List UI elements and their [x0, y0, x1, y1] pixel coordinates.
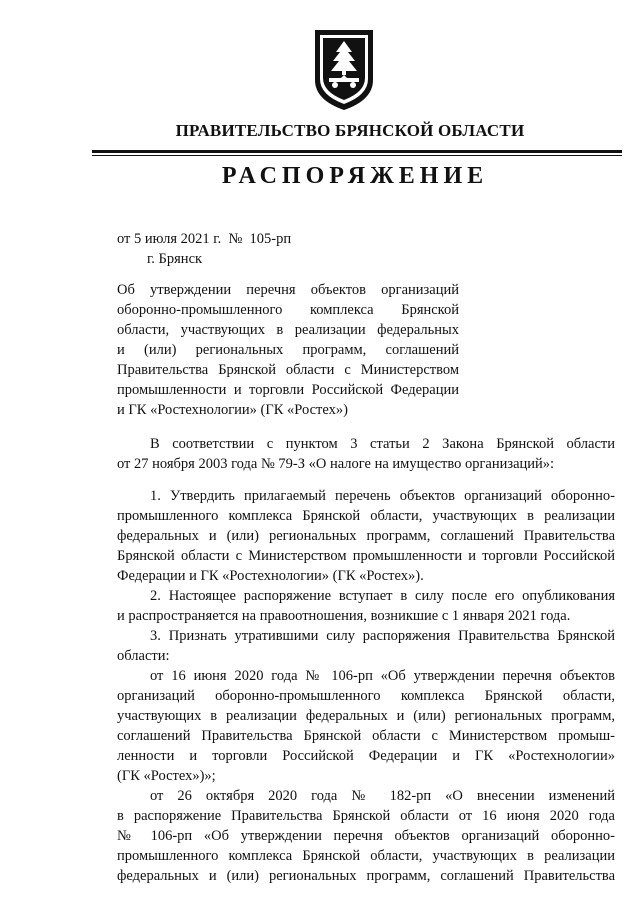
item-1-line: федеральных и (или) региональных программ, соглашений Правительства [117, 528, 615, 544]
document-type-title: РАСПОРЯЖЕНИЕ [221, 163, 489, 189]
reference-1-line: организаций оборонно-промышленного комплекса Брянской области, [117, 688, 615, 704]
item-3-line: области: [117, 648, 170, 664]
item-2-line: и распространяется на правоотношения, возникшие с 1 января 2021 года. [117, 608, 571, 624]
reference-2-line: № 106-рп «Об утверждении перечня объектов организаций оборонно- [117, 828, 615, 844]
item-1-line: Федерации и ГК «Ростехнологии» (ГК «Ростех»). [117, 568, 424, 584]
subject-line: промышленности и торговли Российской Федерации [117, 382, 459, 398]
subject-line: Правительства Брянской области с Министерством [117, 362, 459, 378]
reference-2-line: от 26 октября 2020 года № 182-рп «О внесении изменений [150, 788, 615, 804]
paragraph-gap [117, 474, 615, 486]
reference-2-line: в распоряжение Правительства Брянской области от 16 июня 2020 года [117, 808, 615, 824]
reference-1-line: от 16 июня 2020 года № 106-рп «Об утверждении перечня объектов [150, 668, 615, 684]
bryansk-coat-of-arms-icon [313, 28, 375, 112]
item-3-line: 3. Признать утратившими силу распоряжения Правительства Брянской [150, 628, 615, 644]
subject-line: и ГК «Ростехнологии» (ГК «Ростех») [117, 402, 348, 418]
organization-name: ПРАВИТЕЛЬСТВО БРЯНСКОЙ ОБЛАСТИ [175, 121, 525, 140]
item-1-line: 1. Утвердить прилагаемый перечень объектов организаций оборонно- [150, 488, 615, 504]
city: г. Брянск [147, 251, 203, 267]
preamble-line: В соответствии с пунктом 3 статьи 2 Закона Брянской области [150, 436, 615, 452]
item-1-line: Брянской области с Министерством промышленности и торговли Российской [117, 548, 615, 564]
preamble-line: от 27 ноября 2003 года № 79-З «О налоге на имущество организаций»: [117, 456, 555, 472]
subject-line: Об утверждении перечня объектов организаций [117, 282, 459, 298]
document-body [117, 434, 615, 886]
document-subject [117, 280, 459, 420]
reference-1-line: ленности и торговли Российской Федерации и ГК «Ростехнологии» [117, 748, 615, 764]
item-2-line: 2. Настоящее распоряжение вступает в силу после его опубликования [150, 588, 615, 604]
reference-1-line: соглашений Правительства Брянской области с Министерством промыш- [117, 728, 615, 744]
item-1-line: промышленного комплекса Брянской области, участвующих в реализации [117, 508, 615, 524]
date-and-number: от 5 июля 2021 г. № 105-рп [117, 231, 292, 247]
header-rule-thin [92, 155, 622, 156]
reference-2-line: федеральных и (или) региональных программ, соглашений Правительства [117, 868, 615, 884]
subject-line: и (или) региональных программ, соглашений [117, 342, 459, 358]
reference-2-line: промышленного комплекса Брянской области, участвующих в реализации [117, 848, 615, 864]
subject-line: оборонно-промышленного комплекса Брянской [117, 302, 459, 318]
reference-1-line: (ГК «Ростех»)»; [117, 768, 216, 784]
header-rule-thick [92, 150, 622, 153]
reference-1-line: участвующих в реализации федеральных и (или) региональных программ, [117, 708, 615, 724]
subject-line: области, участвующих в реализации федеральных [117, 322, 459, 338]
